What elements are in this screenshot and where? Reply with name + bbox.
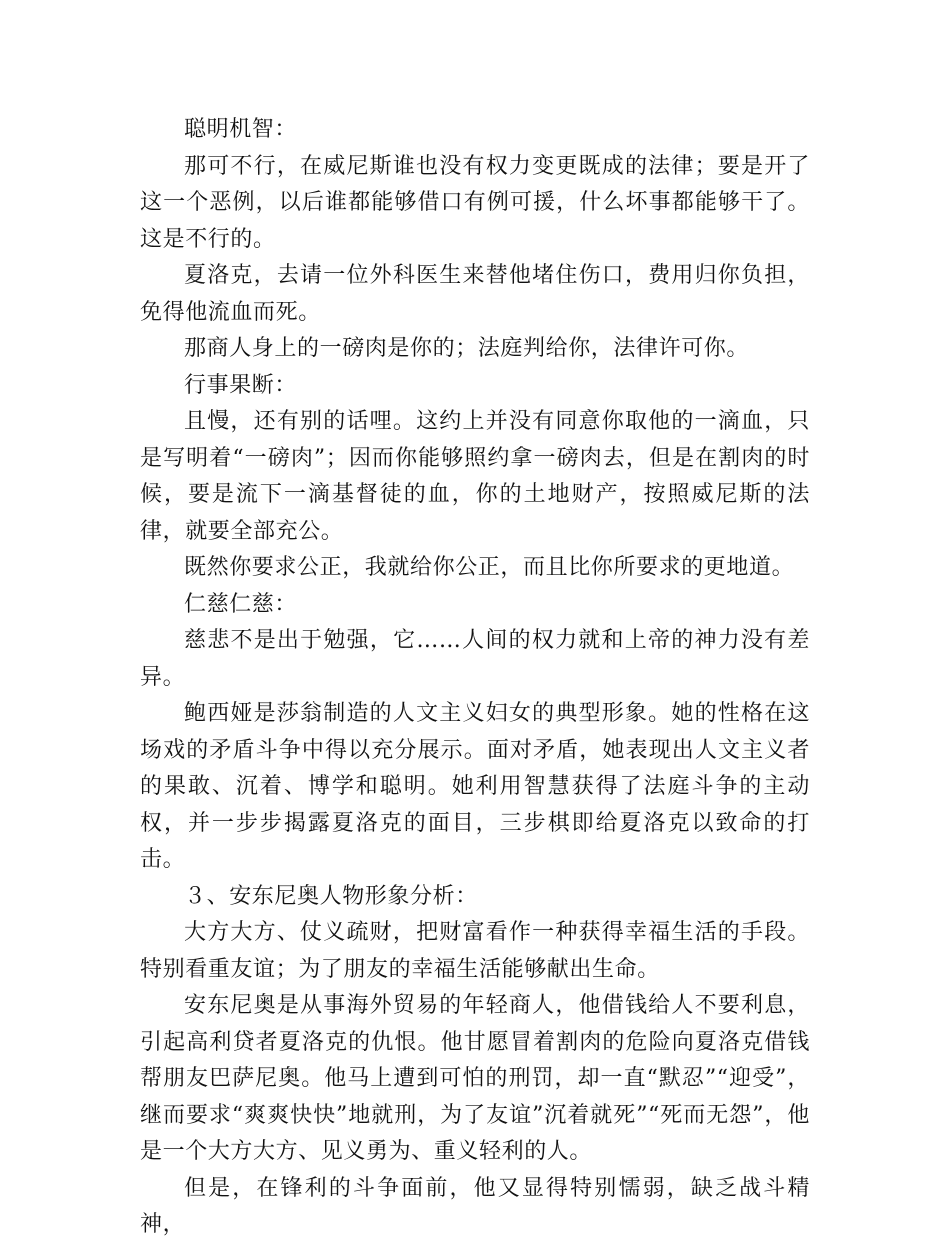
paragraph: 安东尼奥是从事海外贸易的年轻商人，他借钱给人不要利息，引起高利贷者夏洛克的仇恨。他甘愿冒着割肉的危险向夏洛克借钱帮朋友巴萨尼奥。他马上遭到可怕的刑罚，却一直“默忍”“迎受”，继而要求“爽爽快快”地就刑，为了友谊”沉着就死”“死而无怨”，他是一个大方大方、见义勇为、重义轻利的人。 xyxy=(140,993,810,1164)
paragraph: 且慢，还有别的话哩。这约上并没有同意你取他的一滴血，只是写明着“一磅肉”；因而你能够照约拿一磅肉去，但是在割肉的时候，要是流下一滴基督徒的血，你的土地财产，按照威尼斯的法律，就要全部充公。 xyxy=(140,409,810,544)
paragraph: 慈悲不是出于勉强，它……人间的权力就和上帝的神力没有差异。 xyxy=(140,628,810,690)
paragraph: 聪明机智： xyxy=(184,117,298,142)
paragraph: 行事果断： xyxy=(184,372,298,398)
paragraph: 大方大方、仗义疏财，把财富看作一种获得幸福生活的手段。特别看重友谊；为了朋友的幸福生活能够献出生命。 xyxy=(140,920,810,982)
section-heading: ３、安东尼奥人物形象分析： xyxy=(184,883,478,909)
document-body xyxy=(140,112,810,1244)
paragraph: 夏洛克，去请一位外科医生来替他堵住伤口，费用归你负担，免得他流血而死。 xyxy=(140,263,810,325)
paragraph: 仁慈仁慈： xyxy=(184,591,298,617)
paragraph: 那可不行，在威尼斯谁也没有权力变更既成的法律；要是开了这一个恶例，以后谁都能够借口有例可援，什么坏事都能够干了。这是不行的。 xyxy=(140,153,810,252)
paragraph: 鲍西娅是莎翁制造的人文主义妇女的典型形象。她的性格在这场戏的矛盾斗争中得以充分展示。面对矛盾，她表现出人文主义者的果敢、沉着、博学和聪明。她利用智慧获得了法庭斗争的主动权，并一步步揭露夏洛克的面目，三步棋即给夏洛克以致命的打击。 xyxy=(140,701,810,872)
paragraph: 但是，在锋利的斗争面前，他又显得特别懦弱，缺乏战斗精神， xyxy=(140,1175,810,1237)
paragraph: 既然你要求公正，我就给你公正，而且比你所要求的更地道。 xyxy=(184,555,795,580)
paragraph: 那商人身上的一磅肉是你的；法庭判给你，法律许可你。 xyxy=(184,336,750,361)
